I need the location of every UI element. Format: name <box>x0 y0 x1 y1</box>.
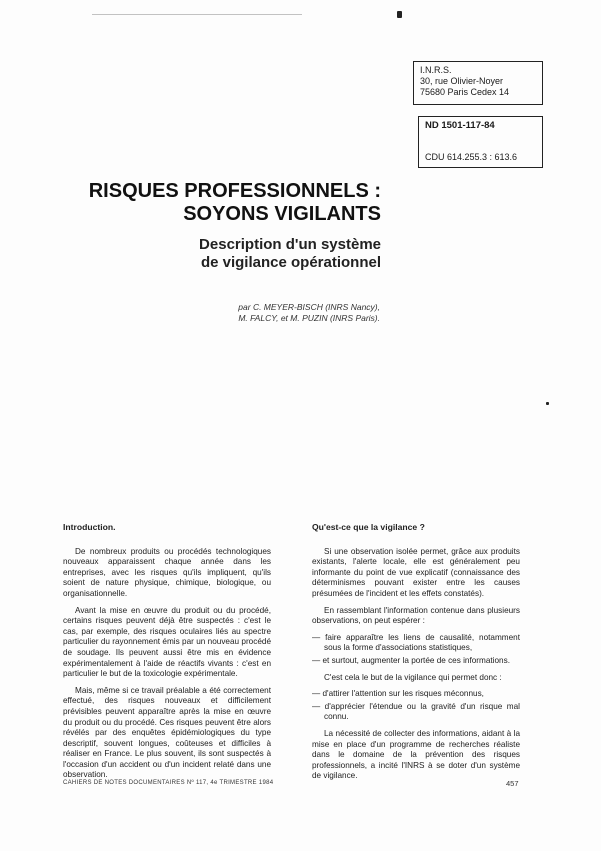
body-paragraph: La nécessité de collecter des informations, aidant à la mise en place d'un programme de recherches réaliste dans le domaine de la prévention des risques professionnels, a incité l'INRS à se doter d'un système de vigilance. <box>312 728 520 781</box>
scan-artifact-dot <box>546 402 549 405</box>
nd-reference: ND 1501-117-84 <box>425 120 495 131</box>
list-item: — faire apparaître les liens de causalité, notamment sous la forme d'associations statistiques, <box>312 632 520 653</box>
scan-artifact-dot <box>397 11 402 18</box>
body-paragraph: Mais, même si ce travail préalable a été correctement effectué, des risques nouveaux et difficilement prévisibles peuvent apparaître après la mise en œuvre du produit ou du procédé. Ces risques peuvent être alors révélés par des enquêtes épidémiologiques du type descriptif, souvent longues, coûteuses et difficiles à réaliser en France. Le plus souvent, ils sont suspectés à l'occasion d'un accident ou d'un incident relaté dans une observation. <box>63 685 271 780</box>
section-heading: Qu'est-ce que la vigilance ? <box>312 522 425 532</box>
subtitle-line: de vigilance opérationnel <box>200 254 381 271</box>
address-line: 75680 Paris Cedex 14 <box>420 87 510 97</box>
institution-address-box <box>413 61 543 105</box>
article-title <box>0 180 381 226</box>
title-line: RISQUES PROFESSIONNELS : <box>88 180 381 202</box>
body-paragraph: En rassemblant l'information contenue dans plusieurs observations, on peut espérer : <box>312 605 520 626</box>
address-line: I.N.R.S. <box>420 65 452 75</box>
body-paragraph: Avant la mise en œuvre du produit ou du procédé, certains risques peuvent déjà être suspectés : c'est le cas, par exemple, des risques oculaires liés au spectre particulier du rayonnement émis par un nouveau procédé de soudage. Ils peuvent aussi être mis en évidence expérimentalement à l'aide de réactifs vivants : c'est en particulier le but de la toxicologie expérimentale. <box>63 605 271 679</box>
left-text-column <box>63 522 274 787</box>
cdu-reference: CDU 614.255.3 : 613.6 <box>425 152 518 162</box>
body-paragraph: Si une observation isolée permet, grâce aux produits existants, l'alerte locale, elle est généralement peu informante du point de vue explicatif (connaissance des déterminismes pouvant exister entre les causes présumées de l'incident et les effets constatés). <box>312 546 520 598</box>
body-paragraph: De nombreux produits ou procédés technologiques nouveaux apparaissent chaque année dans les entreprises, avec les risques qu'ils impliquent, qu'ils soient de nature physique, chimique, biologique, ou organisationnelle. <box>63 546 271 598</box>
bullet-list <box>312 633 520 667</box>
list-item: — d'apprécier l'étendue ou la gravité d'un risque mal connu. <box>312 701 520 722</box>
title-line: SOYONS VIGILANTS <box>183 203 381 225</box>
list-item: — d'attirer l'attention sur les risques méconnus, <box>312 689 484 699</box>
author-byline <box>0 302 380 324</box>
document-reference-box <box>418 116 543 168</box>
right-text-column <box>312 522 520 788</box>
journal-footer: CAHIERS DE NOTES DOCUMENTAIRES Nº 117, 4e TRIMESTRE 1984 <box>63 780 274 786</box>
scan-artifact-line <box>92 14 302 15</box>
list-item: — et surtout, augmenter la portée de ces informations. <box>312 655 510 665</box>
page-number: 457 <box>506 779 519 788</box>
subtitle-line: Description d'un système <box>199 236 381 253</box>
address-line: 30, rue Olivier-Noyer <box>420 76 504 86</box>
author-line: M. FALCY, et M. PUZIN (INRS Paris). <box>238 313 380 323</box>
article-subtitle <box>0 236 381 272</box>
body-paragraph: C'est cela le but de la vigilance qui permet donc : <box>324 672 502 682</box>
bullet-list <box>312 689 520 723</box>
section-heading: Introduction. <box>63 522 116 532</box>
author-line: par C. MEYER-BISCH (INRS Nancy), <box>238 302 380 312</box>
